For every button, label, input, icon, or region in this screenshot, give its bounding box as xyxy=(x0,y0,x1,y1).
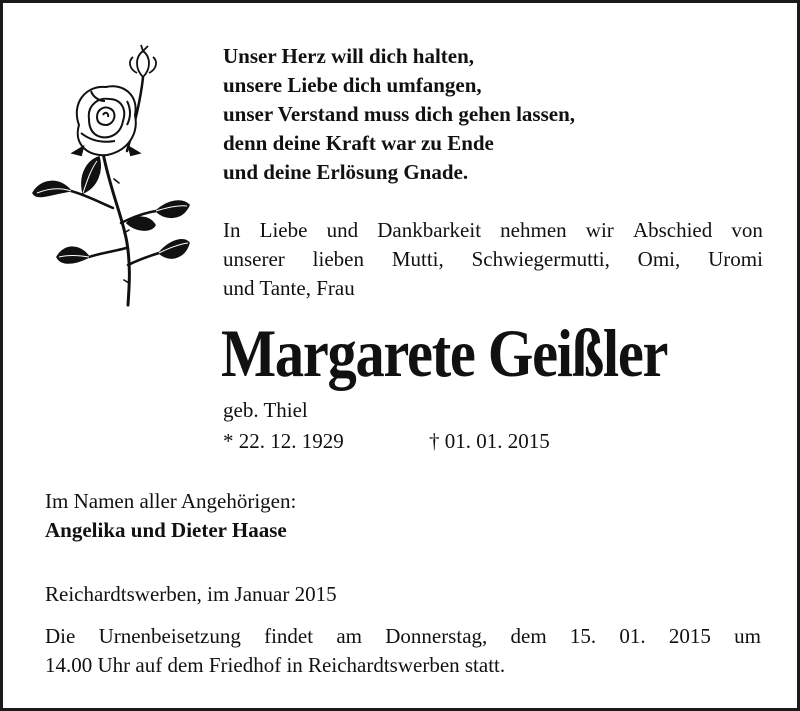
word: Schwiegermutti, xyxy=(471,247,610,271)
word: unserer xyxy=(223,247,285,271)
word: Abschied xyxy=(632,218,713,242)
word: Die xyxy=(45,624,76,648)
death-date: † 01. 01. 2015 xyxy=(429,429,550,453)
maiden-name: geb. Thiel xyxy=(223,398,308,422)
word: 2015 xyxy=(668,624,711,648)
word: am xyxy=(336,624,362,648)
poem-line: unsere Liebe dich umfangen, xyxy=(223,73,482,97)
farewell-line xyxy=(223,216,763,245)
poem-line: unser Verstand muss dich gehen lassen, xyxy=(223,102,576,126)
family-names: Angelika und Dieter Haase xyxy=(45,518,287,542)
poem-line: denn deine Kraft war zu Ende xyxy=(223,131,494,155)
birth-date: * 22. 12. 1929 xyxy=(223,429,344,453)
family-intro: Im Namen aller Angehörigen: xyxy=(45,489,297,513)
word: Donnerstag, xyxy=(385,624,488,648)
deceased-name: Margarete Geißler xyxy=(221,315,668,391)
burial-info xyxy=(45,622,761,680)
poem-line: und deine Erlösung Gnade. xyxy=(223,160,469,184)
poem-line: Unser Herz will dich halten, xyxy=(223,44,475,68)
burial-line xyxy=(45,622,761,651)
word: nehmen xyxy=(500,218,567,242)
word: um xyxy=(734,624,761,648)
word: In xyxy=(223,218,241,242)
word: 15. xyxy=(569,624,597,648)
word: Omi, xyxy=(637,247,681,271)
burial-line: 14.00 Uhr auf dem Friedhof in Reichardtswerben statt. xyxy=(45,653,506,677)
word: findet xyxy=(264,624,314,648)
word: Mutti, xyxy=(391,247,444,271)
family-signature xyxy=(45,487,296,545)
word: dem xyxy=(510,624,547,648)
poem xyxy=(223,42,783,187)
place-date: Reichardtswerben, im Januar 2015 xyxy=(45,582,337,606)
word: 01. xyxy=(619,624,646,648)
word: Urnenbeisetzung xyxy=(98,624,241,648)
farewell-text xyxy=(223,216,763,303)
farewell-line xyxy=(223,245,763,274)
word: von xyxy=(731,218,763,242)
word: wir xyxy=(585,218,614,242)
farewell-line: und Tante, Frau xyxy=(223,276,355,300)
rose-icon xyxy=(31,43,191,308)
word: Dankbarkeit xyxy=(377,218,482,242)
word: Uromi xyxy=(708,247,763,271)
word: Liebe xyxy=(259,218,308,242)
word: lieben xyxy=(312,247,364,271)
word: und xyxy=(326,218,359,242)
